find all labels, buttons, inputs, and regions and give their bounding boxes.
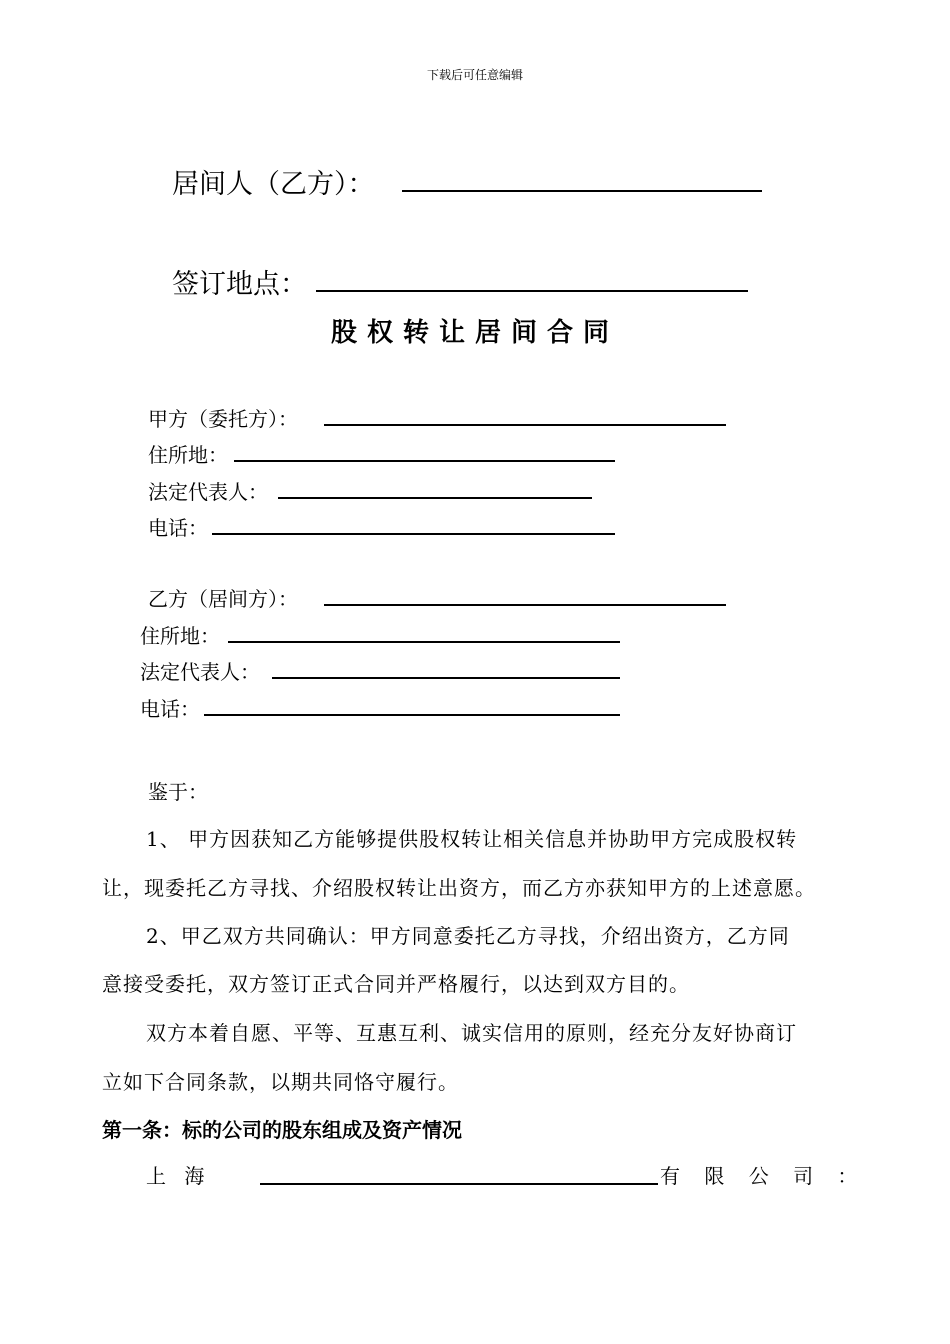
signing-place-blank-line[interactable] [316, 290, 748, 292]
party-b-rep-label: 法定代表人： [140, 660, 260, 684]
whereas-item2-line2: 意接受委托，双方签订正式合同并严格履行，以达到双方目的。 [102, 972, 690, 996]
whereas-heading: 鉴于： [148, 780, 208, 804]
party-b-name-label: 乙方（居间方）： [148, 587, 298, 611]
principles-line2: 立如下合同条款，以期共同恪守履行。 [102, 1070, 459, 1094]
whereas-item1-line1: 1、 甲方因获知乙方能够提供股权转让相关信息并协助甲方完成股权转 [146, 827, 798, 851]
principles-line1: 双方本着自愿、平等、互惠互利、诚实信用的原则，经充分友好协商订 [146, 1021, 797, 1045]
whereas-item2-line1: 2、甲乙双方共同确认：甲方同意委托乙方寻找，介绍出资方，乙方同 [146, 924, 790, 948]
party-a-rep-label: 法定代表人： [148, 480, 268, 504]
party-a-rep-line[interactable] [278, 497, 592, 499]
party-a-phone-line[interactable] [212, 533, 615, 535]
company-suffix: 有 限 公 司 ： [660, 1164, 867, 1188]
party-b-phone-line[interactable] [204, 714, 620, 716]
page-header-note: 下载后可任意编辑 [426, 68, 523, 82]
party-b-address-label: 住所地： [140, 624, 220, 648]
broker-label: 居间人（乙方）： [172, 169, 375, 200]
party-b-address-line[interactable] [228, 641, 620, 643]
contract-title: 股权转让居间合同 [330, 318, 619, 348]
signing-place-label: 签订地点： [172, 269, 307, 300]
party-a-phone-label: 电话： [148, 516, 208, 540]
party-a-address-label: 住所地： [148, 443, 228, 467]
company-prefix: 上 海 [146, 1164, 211, 1188]
party-a-address-line[interactable] [234, 460, 615, 462]
party-b-name-line[interactable] [324, 604, 726, 606]
party-b-phone-label: 电话： [140, 697, 200, 721]
article1-heading: 第一条：标的公司的股东组成及资产情况 [102, 1118, 462, 1142]
broker-blank-line[interactable] [402, 190, 762, 192]
party-a-name-line[interactable] [324, 424, 726, 426]
company-name-line[interactable] [260, 1183, 658, 1185]
party-b-rep-line[interactable] [272, 677, 620, 679]
party-a-name-label: 甲方（委托方）： [148, 407, 298, 431]
whereas-item1-line2: 让，现委托乙方寻找、介绍股权转让出资方，而乙方亦获知甲方的上述意愿。 [102, 876, 816, 900]
